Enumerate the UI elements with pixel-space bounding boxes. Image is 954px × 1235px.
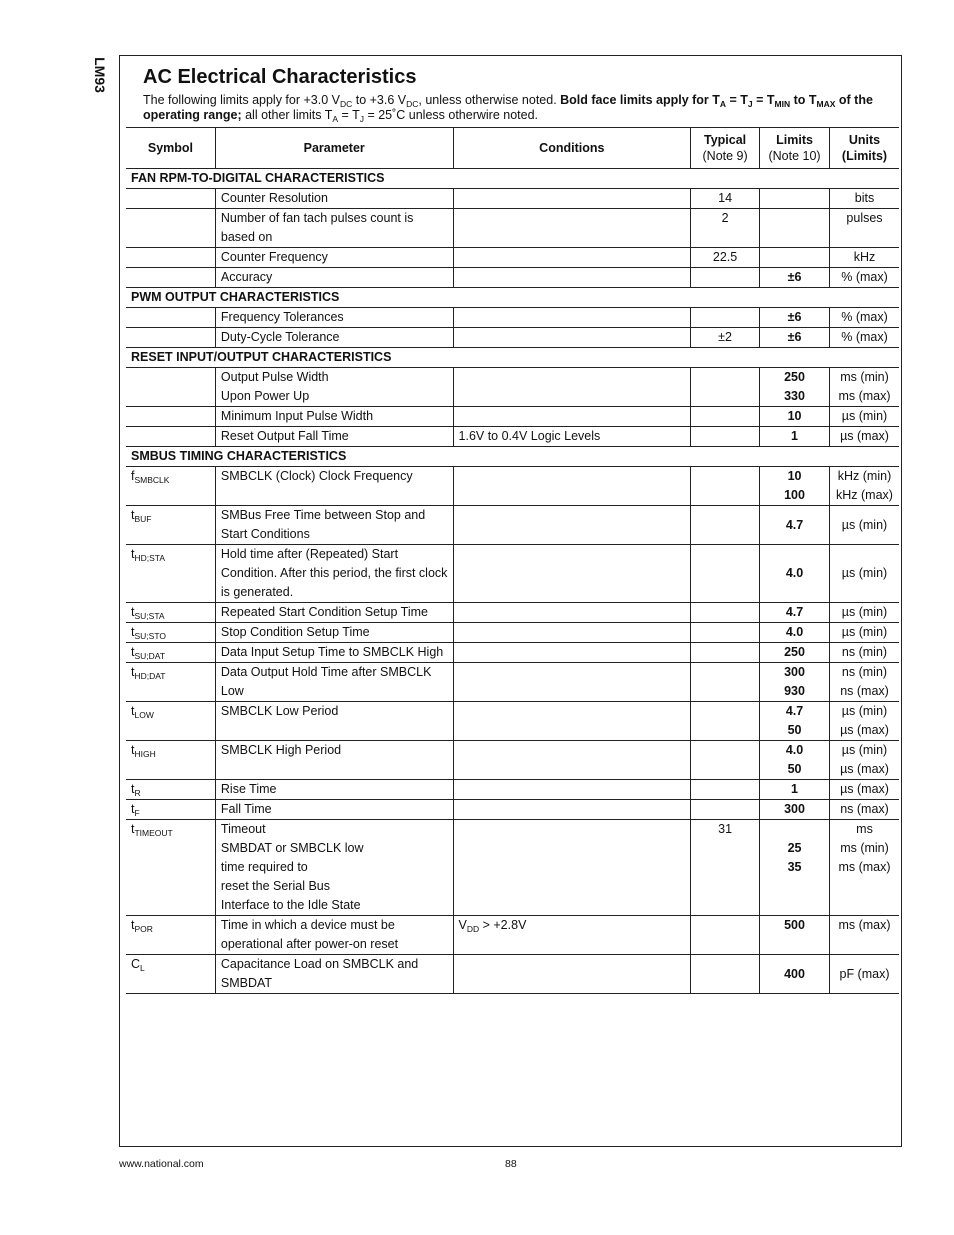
table-cell bbox=[453, 506, 691, 545]
table-cell bbox=[691, 427, 760, 447]
table-cell bbox=[126, 189, 215, 209]
table-cell: Number of fan tach pulses count is based on bbox=[215, 209, 453, 248]
table-cell: Duty-Cycle Tolerance bbox=[215, 328, 453, 348]
table-cell: $t_{SU;STO}$ bbox=[126, 623, 215, 643]
table-cell: Timeout SMBDAT or SMBCLK low time required to reset the Serial Bus Interface to the Idle State bbox=[215, 820, 453, 916]
table-cell bbox=[691, 308, 760, 328]
table-cell: 250 bbox=[760, 643, 830, 663]
table-cell bbox=[760, 189, 830, 209]
table-cell bbox=[453, 545, 691, 603]
table-cell: Fall Time bbox=[215, 800, 453, 820]
table-cell: $t_{HD;STA}$ bbox=[126, 545, 215, 603]
table-cell: 1.6V to 0.4V Logic Levels bbox=[453, 427, 691, 447]
table-cell: Rise Time bbox=[215, 780, 453, 800]
table-cell: $t_{SU;STA}$ bbox=[126, 603, 215, 623]
table-row bbox=[126, 467, 899, 506]
table-row bbox=[126, 328, 899, 348]
table-cell bbox=[453, 328, 691, 348]
table-cell: µs (min) bbox=[830, 545, 900, 603]
table-cell bbox=[453, 268, 691, 288]
table-cell: % (max) bbox=[830, 268, 900, 288]
table-cell bbox=[691, 800, 760, 820]
table-cell: 4.7 50 bbox=[760, 702, 830, 741]
table-cell bbox=[453, 702, 691, 741]
intro-part: , unless otherwise noted. bbox=[418, 93, 561, 107]
table-cell bbox=[691, 623, 760, 643]
section-title: FAN RPM-TO-DIGITAL CHARACTERISTICS bbox=[126, 169, 899, 189]
table-cell bbox=[126, 407, 215, 427]
table-cell bbox=[126, 268, 215, 288]
table-cell: 400 bbox=[760, 955, 830, 994]
table-cell bbox=[453, 741, 691, 780]
table-row bbox=[126, 663, 899, 702]
table-cell bbox=[691, 741, 760, 780]
intro-part: to +3.6 V bbox=[352, 93, 407, 107]
table-cell: $t_R$ bbox=[126, 780, 215, 800]
table-row bbox=[126, 800, 899, 820]
table-cell: % (max) bbox=[830, 328, 900, 348]
table-row bbox=[126, 209, 899, 248]
intro-sub: DC bbox=[406, 99, 419, 109]
table-cell: SMBus Free Time between Stop and Start Conditions bbox=[215, 506, 453, 545]
table-cell: Time in which a device must be operational after power-on reset bbox=[215, 916, 453, 955]
table-cell: kHz (min) kHz (max) bbox=[830, 467, 900, 506]
table-cell: $t_{SU;DAT}$ bbox=[126, 643, 215, 663]
table-row bbox=[126, 248, 899, 268]
table-cell bbox=[453, 663, 691, 702]
ac-characteristics-table bbox=[126, 127, 899, 994]
header-typical: Typical (Note 9) bbox=[691, 128, 760, 169]
intro-part: = 25˚C unless otherwire noted. bbox=[363, 108, 539, 122]
table-cell bbox=[691, 916, 760, 955]
table-cell bbox=[760, 248, 830, 268]
table-cell: ns (min) ns (max) bbox=[830, 663, 900, 702]
header-limits: Limits (Note 10) bbox=[760, 128, 830, 169]
table-cell bbox=[691, 780, 760, 800]
intro-sub: J bbox=[359, 114, 364, 124]
table-cell bbox=[126, 209, 215, 248]
header-row bbox=[126, 128, 899, 169]
header-symbol: Symbol bbox=[126, 128, 215, 169]
table-cell bbox=[453, 467, 691, 506]
page-number: 88 bbox=[505, 1158, 517, 1170]
table-row bbox=[126, 603, 899, 623]
table-cell: µs (min) bbox=[830, 623, 900, 643]
table-cell bbox=[691, 368, 760, 407]
table-cell: Capacitance Load on SMBCLK and SMBDAT bbox=[215, 955, 453, 994]
table-cell bbox=[453, 800, 691, 820]
section-title: RESET INPUT/OUTPUT CHARACTERISTICS bbox=[126, 348, 899, 368]
table-cell: ns (min) bbox=[830, 643, 900, 663]
table-cell: $V_{DD} > +2.8V$ bbox=[453, 916, 691, 955]
table-cell bbox=[691, 643, 760, 663]
table-row bbox=[126, 702, 899, 741]
table-cell: Data Input Setup Time to SMBCLK High bbox=[215, 643, 453, 663]
table-cell: µs (min) bbox=[830, 603, 900, 623]
table-row bbox=[126, 545, 899, 603]
table-row bbox=[126, 820, 899, 916]
table-row bbox=[126, 189, 899, 209]
table-cell: 300 bbox=[760, 800, 830, 820]
table-cell bbox=[126, 328, 215, 348]
table-cell: $C_L$ bbox=[126, 955, 215, 994]
table-cell bbox=[453, 623, 691, 643]
table-cell: $t_{BUF}$ bbox=[126, 506, 215, 545]
table-cell bbox=[691, 955, 760, 994]
table-cell: µs (min) µs (max) bbox=[830, 741, 900, 780]
table-cell: 4.0 bbox=[760, 623, 830, 643]
table-cell: 2 bbox=[691, 209, 760, 248]
header-parameter: Parameter bbox=[215, 128, 453, 169]
table-row bbox=[126, 916, 899, 955]
table-row bbox=[126, 643, 899, 663]
table-row bbox=[126, 268, 899, 288]
table-cell: 250 330 bbox=[760, 368, 830, 407]
table-cell: SMBCLK (Clock) Clock Frequency bbox=[215, 467, 453, 506]
intro-text bbox=[143, 93, 883, 123]
table-cell: 22.5 bbox=[691, 248, 760, 268]
table-cell: 4.0 bbox=[760, 545, 830, 603]
table-cell bbox=[691, 506, 760, 545]
table-cell bbox=[453, 407, 691, 427]
table-cell: µs (max) bbox=[830, 427, 900, 447]
table-cell: $t_{HIGH}$ bbox=[126, 741, 215, 780]
table-cell bbox=[691, 663, 760, 702]
table-cell bbox=[126, 308, 215, 328]
table-cell: 10 bbox=[760, 407, 830, 427]
table-cell: 500 bbox=[760, 916, 830, 955]
table-cell: µs (max) bbox=[830, 780, 900, 800]
table-row bbox=[126, 780, 899, 800]
table-cell: 31 bbox=[691, 820, 760, 916]
table-cell bbox=[691, 268, 760, 288]
table-cell: 14 bbox=[691, 189, 760, 209]
table-cell: Output Pulse Width Upon Power Up bbox=[215, 368, 453, 407]
table-cell bbox=[691, 467, 760, 506]
section-row bbox=[126, 288, 899, 308]
table-cell bbox=[453, 189, 691, 209]
intro-part: all other limits T bbox=[241, 108, 333, 122]
table-cell bbox=[691, 603, 760, 623]
table-cell: ±6 bbox=[760, 308, 830, 328]
table-cell: $t_{HD;DAT}$ bbox=[126, 663, 215, 702]
section-title: SMBUS TIMING CHARACTERISTICS bbox=[126, 447, 899, 467]
table-cell: µs (min) µs (max) bbox=[830, 702, 900, 741]
table-cell: kHz bbox=[830, 248, 900, 268]
table-cell bbox=[453, 820, 691, 916]
intro-part: The following limits apply for +3.0 V bbox=[143, 93, 340, 107]
section-row bbox=[126, 447, 899, 467]
intro-part: = T bbox=[338, 108, 360, 122]
intro-sub: A bbox=[332, 114, 339, 124]
table-cell: Repeated Start Condition Setup Time bbox=[215, 603, 453, 623]
table-cell: bits bbox=[830, 189, 900, 209]
table-cell: Data Output Hold Time after SMBCLK Low bbox=[215, 663, 453, 702]
section-row bbox=[126, 169, 899, 189]
table-cell bbox=[453, 209, 691, 248]
table-cell: % (max) bbox=[830, 308, 900, 328]
table-cell bbox=[126, 248, 215, 268]
table-cell: pF (max) bbox=[830, 955, 900, 994]
table-cell bbox=[691, 545, 760, 603]
table-cell bbox=[453, 643, 691, 663]
table-cell bbox=[126, 427, 215, 447]
table-row bbox=[126, 368, 899, 407]
page-title: AC Electrical Characteristics bbox=[143, 66, 417, 88]
header-units: Units (Limits) bbox=[830, 128, 900, 169]
table-cell: Minimum Input Pulse Width bbox=[215, 407, 453, 427]
table-row bbox=[126, 623, 899, 643]
table-cell: 300 930 bbox=[760, 663, 830, 702]
table-cell: 25 35 bbox=[760, 820, 830, 916]
table-cell: Frequency Tolerances bbox=[215, 308, 453, 328]
table-row bbox=[126, 741, 899, 780]
table-cell: ms (max) bbox=[830, 916, 900, 955]
table-cell bbox=[453, 368, 691, 407]
section-row bbox=[126, 348, 899, 368]
table-cell: $f_{SMBCLK}$ bbox=[126, 467, 215, 506]
table-cell: $t_{POR}$ bbox=[126, 916, 215, 955]
table-cell: $t_{LOW}$ bbox=[126, 702, 215, 741]
footer-website[interactable]: www.national.com bbox=[119, 1158, 204, 1170]
table-cell: ns (max) bbox=[830, 800, 900, 820]
table-cell: pulses bbox=[830, 209, 900, 248]
table-cell bbox=[453, 308, 691, 328]
table-row bbox=[126, 308, 899, 328]
table-cell: SMBCLK Low Period bbox=[215, 702, 453, 741]
table-cell: Reset Output Fall Time bbox=[215, 427, 453, 447]
table-cell: ±2 bbox=[691, 328, 760, 348]
table-cell: $t_F$ bbox=[126, 800, 215, 820]
header-conditions: Conditions bbox=[453, 128, 691, 169]
table-cell bbox=[453, 248, 691, 268]
table-cell: ms (min) ms (max) bbox=[830, 368, 900, 407]
side-tag-text: LM93 bbox=[91, 57, 108, 93]
table-cell: µs (min) bbox=[830, 407, 900, 427]
table-cell: Hold time after (Repeated) Start Condition. After this period, the first clock is generated. bbox=[215, 545, 453, 603]
table-cell: 4.7 bbox=[760, 603, 830, 623]
intro-bold: Bold face limits apply for $T_A = T_J = T_{MIN}$ to $T_{MAX}$ of the operating range; bbox=[143, 93, 873, 122]
table-cell bbox=[691, 702, 760, 741]
table-cell: ms ms (min) ms (max) bbox=[830, 820, 900, 916]
table-row bbox=[126, 955, 899, 994]
side-tag bbox=[92, 55, 112, 95]
table-cell: Stop Condition Setup Time bbox=[215, 623, 453, 643]
table-cell: ±6 bbox=[760, 268, 830, 288]
table-row bbox=[126, 427, 899, 447]
table-cell: $t_{TIMEOUT}$ bbox=[126, 820, 215, 916]
table-cell: Counter Frequency bbox=[215, 248, 453, 268]
table-cell: Counter Resolution bbox=[215, 189, 453, 209]
table-cell: 10 100 bbox=[760, 467, 830, 506]
table-row bbox=[126, 407, 899, 427]
table-cell bbox=[453, 780, 691, 800]
table-cell: µs (min) bbox=[830, 506, 900, 545]
section-title: PWM OUTPUT CHARACTERISTICS bbox=[126, 288, 899, 308]
intro-sub: DC bbox=[339, 99, 353, 109]
table-cell: SMBCLK High Period bbox=[215, 741, 453, 780]
table-cell bbox=[453, 955, 691, 994]
table-cell bbox=[126, 368, 215, 407]
table-cell: 4.0 50 bbox=[760, 741, 830, 780]
table-cell: Accuracy bbox=[215, 268, 453, 288]
table-cell: 1 bbox=[760, 427, 830, 447]
table-cell: 1 bbox=[760, 780, 830, 800]
table-cell: ±6 bbox=[760, 328, 830, 348]
table-cell bbox=[453, 603, 691, 623]
table-cell bbox=[760, 209, 830, 248]
table-row bbox=[126, 506, 899, 545]
table-cell bbox=[691, 407, 760, 427]
table-cell: 4.7 bbox=[760, 506, 830, 545]
